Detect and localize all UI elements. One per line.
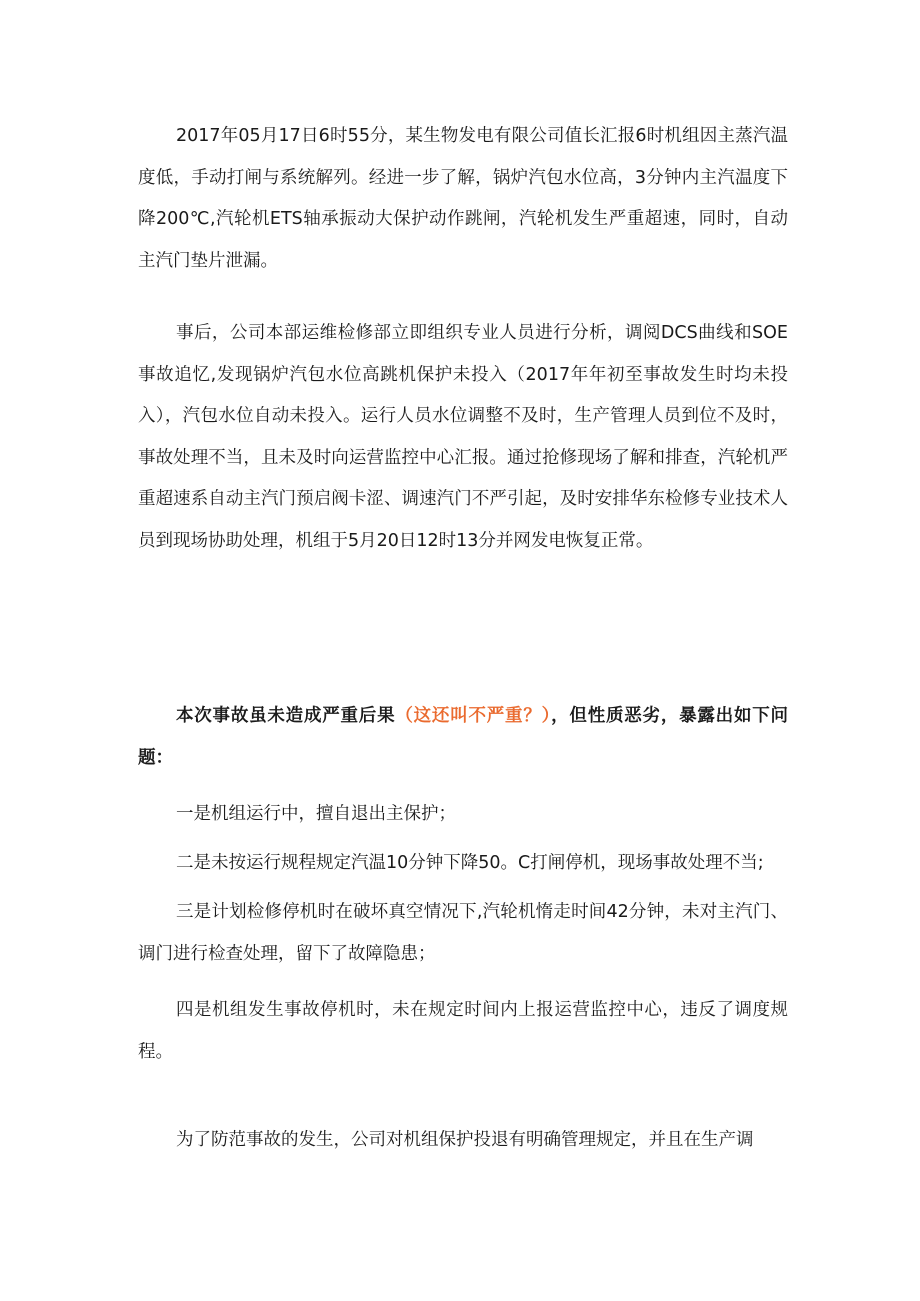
summary-highlight-comment: （这还叫不严重？） [395,706,552,726]
issue-item-4: 四是机组发生事故停机时，未在规定时间内上报运营监控中心，违反了调度规程。 [138,1000,788,1062]
summary-text-before: 本次事故虽未造成严重后果 [176,706,396,726]
issue-item-3: 三是计划检修停机时在破坏真空情况下,汽轮机惰走时间42分钟，未对主汽门、调门进行检查处理，留下了故障隐患； [138,902,788,964]
paragraph-incident-report: 2017年05月17日6时55分，某生物发电有限公司值长汇报6时机组因主蒸汽温度低，手动打闸与系统解列。经进一步了解，锅炉汽包水位高，3分钟内主汽温度下降200℃,汽轮机ETS轴承振动大保护动作跳闸，汽轮机发生严重超速，同时，自动主汽门垫片泄漏。 [138,126,788,271]
paragraph-summary [138,696,788,779]
issue-item-2: 二是未按运行规程规定汽温10分钟下降50。C打闸停机，现场事故处理不当; [176,853,764,873]
paragraph-prevention: 为了防范事故的发生，公司对机组保护投退有明确管理规定，并且在生产调 [176,1130,754,1150]
issue-item-1: 一是机组运行中，擅自退出主保护； [176,804,456,824]
summary-text-after: ，但性质恶劣，暴露出如下问题： [138,706,789,768]
paragraph-analysis: 事后，公司本部运维检修部立即组织专业人员进行分析，调阅DCS曲线和SOE事故追忆,发现锅炉汽包水位高跳机保护未投入（2017年年初至事故发生时均未投入），汽包水位自动未投入。运行人员水位调整不及时，生产管理人员到位不及时，事故处理不当，且未及时向运营监控中心汇报。通过抢修现场了解和排查，汽轮机严重超速系自动主汽门预启阀卡涩、调速汽门不严引起，及时安排华东检修专业技术人员到现场协助处理，机组于5月20日12时13分并网发电恢复正常。 [138,323,788,551]
